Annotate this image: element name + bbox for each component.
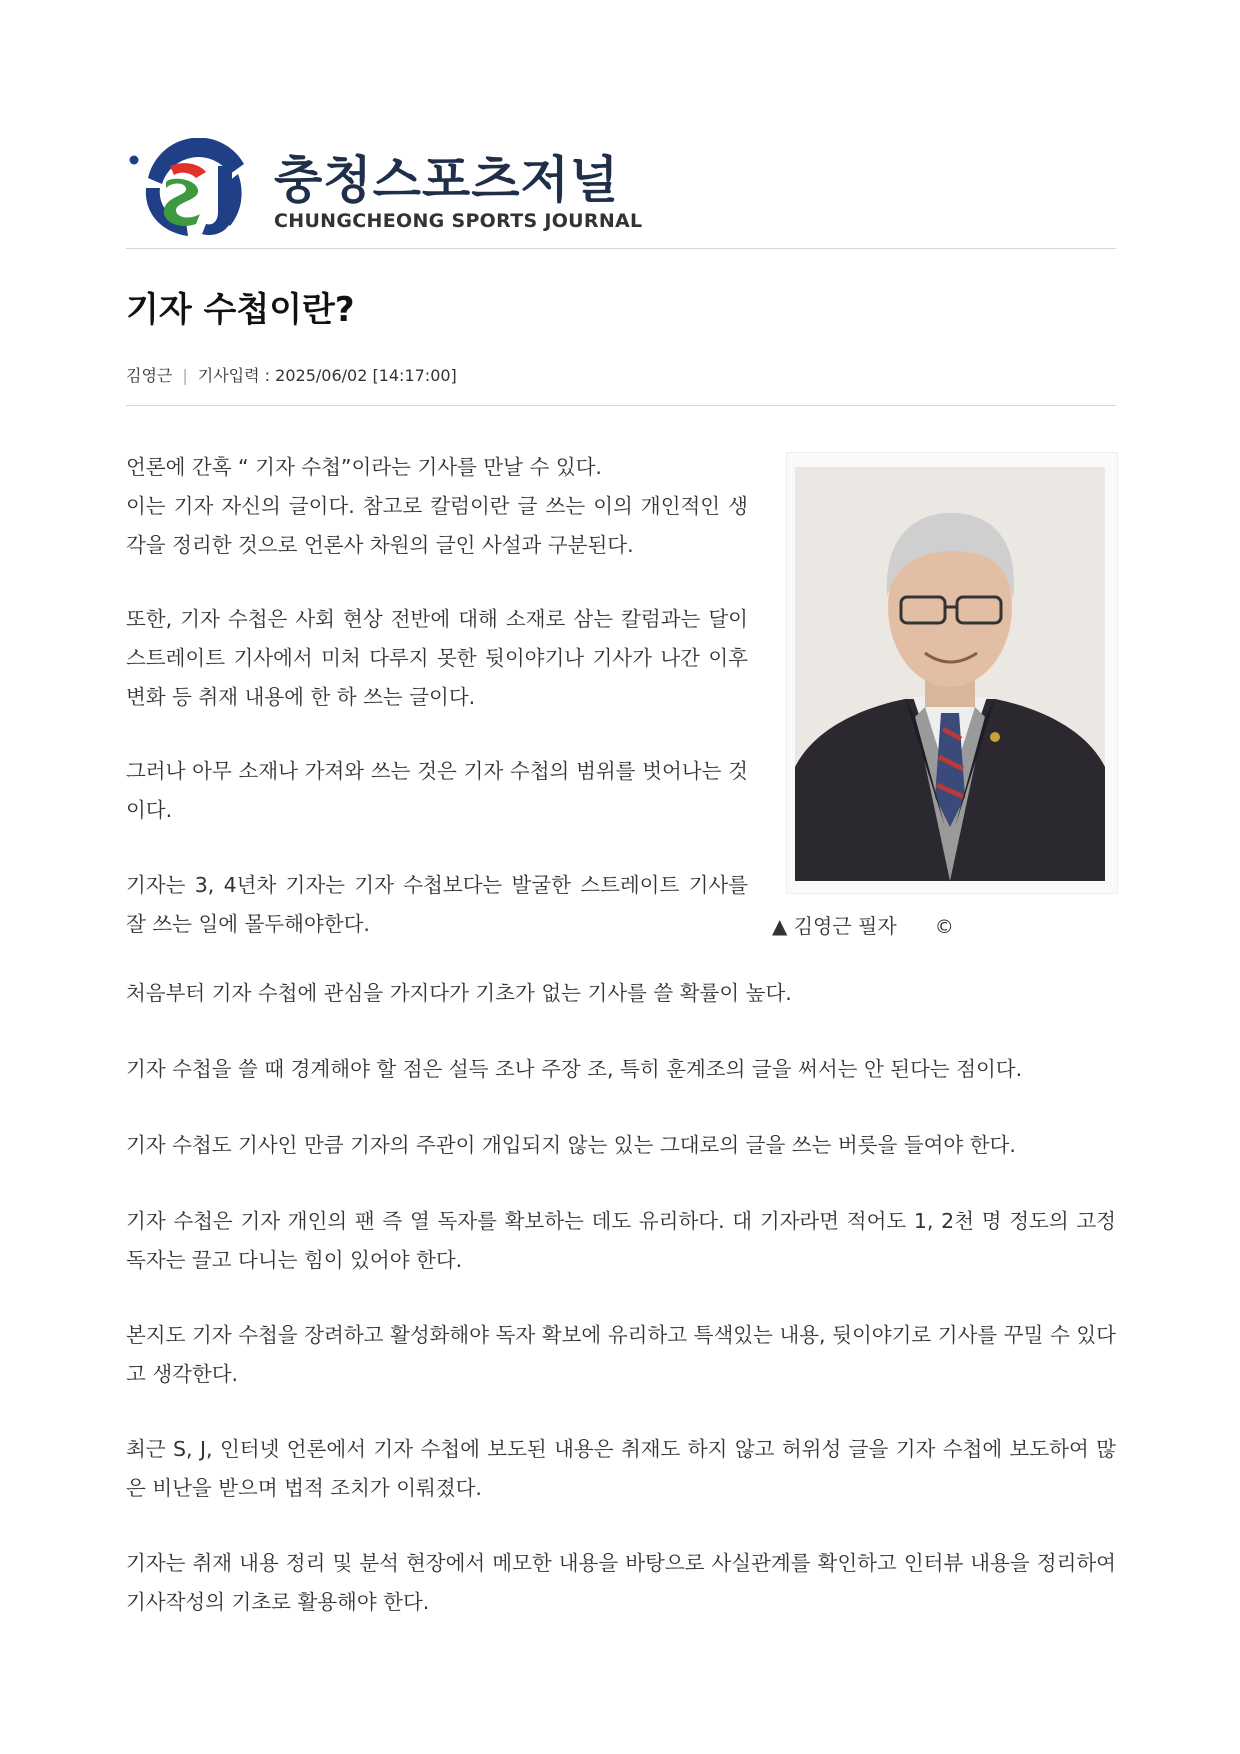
paragraph: 그러나 아무 소재나 가져와 쓰는 것은 기자 수첩의 범위를 벗어나는 것이다. <box>126 759 748 822</box>
paragraph: 본지도 기자 수첩을 장려하고 활성화해야 독자 확보에 유리하고 특색있는 내용, 뒷이야기로 기사를 꾸밀 수 있다고 생각한다. <box>126 1323 1116 1386</box>
paragraph: 기자 수첩도 기사인 만큼 기자의 주관이 개입되지 않는 있는 그대로의 글을 쓰는 버릇을 들여야 한다. <box>126 1133 1016 1157</box>
published-date: 기사입력 : 2025/06/02 [14:17:00] <box>197 366 457 385</box>
logo-title-english: CHUNGCHEONG SPORTS JOURNAL <box>274 210 643 232</box>
logo-title-korean: 충청스포츠저널 <box>274 151 620 209</box>
paragraph: 기자 수첩은 기자 개인의 팬 즉 열 독자를 확보하는 데도 유리하다. 대 기자라면 적어도 1, 2천 명 정도의 고정 독자는 끌고 다니는 힘이 있어야 한다. <box>126 1209 1116 1272</box>
author-photo-frame <box>786 452 1118 894</box>
paragraph: 최근 S, J, 인터넷 언론에서 기자 수첩에 보도된 내용은 취재도 하지 않고 허위성 글을 기자 수첩에 보도하여 많은 비난을 받으며 법적 조치가 이뤄졌다. <box>126 1437 1116 1500</box>
photo-caption <box>772 910 954 939</box>
meta-divider <box>126 405 1116 406</box>
author-name[interactable]: 김영근 <box>126 366 173 385</box>
paragraph-line: 언론에 간혹 “ 기자 수첩”이라는 기사를 만날 수 있다. <box>126 455 602 479</box>
photo-copyright: © <box>934 916 954 938</box>
paragraph-line: 이는 기자 자신의 글이다. 참고로 칼럼이란 글 쓰는 이의 개인적인 생각을 정리한 것으로 언론사 차원의 글인 사설과 구분된다. <box>126 494 748 557</box>
author-photo[interactable] <box>795 467 1105 881</box>
article-meta <box>126 363 457 386</box>
paragraph: 기자는 3, 4년차 기자는 기자 수첩보다는 발굴한 스트레이트 기사를 잘 쓰는 일에 몰두해야한다. <box>126 873 748 936</box>
header-divider <box>126 248 1116 249</box>
paragraph: 기자 수첩을 쓸 때 경계해야 할 점은 설득 조나 주장 조, 특히 훈계조의 글을 써서는 안 된다는 점이다. <box>126 1057 1023 1081</box>
article-title: 기자 수첩이란? <box>126 290 355 330</box>
paragraph: 또한, 기자 수첩은 사회 현상 전반에 대해 소재로 삼는 칼럼과는 달이 스트레이트 기사에서 미처 다루지 못한 뒷이야기나 기사가 나간 이후 변화 등 취재 내용에 한 하 쓰는 글이다. <box>126 607 748 709</box>
paragraph: 처음부터 기자 수첩에 관심을 가지다가 기초가 없는 기사를 쓸 확률이 높다. <box>126 981 792 1005</box>
paragraph: 기자는 취재 내용 정리 및 분석 현장에서 메모한 내용을 바탕으로 사실관계를 확인하고 인터뷰 내용을 정리하여 기사작성의 기초로 활용해야 한다. <box>126 1551 1116 1614</box>
masthead <box>126 132 1116 248</box>
paragraph <box>126 448 748 565</box>
sj-logo-icon[interactable] <box>126 138 264 238</box>
photo-caption-text: ▲ 김영근 필자 <box>772 914 897 938</box>
meta-separator: | <box>182 366 188 385</box>
